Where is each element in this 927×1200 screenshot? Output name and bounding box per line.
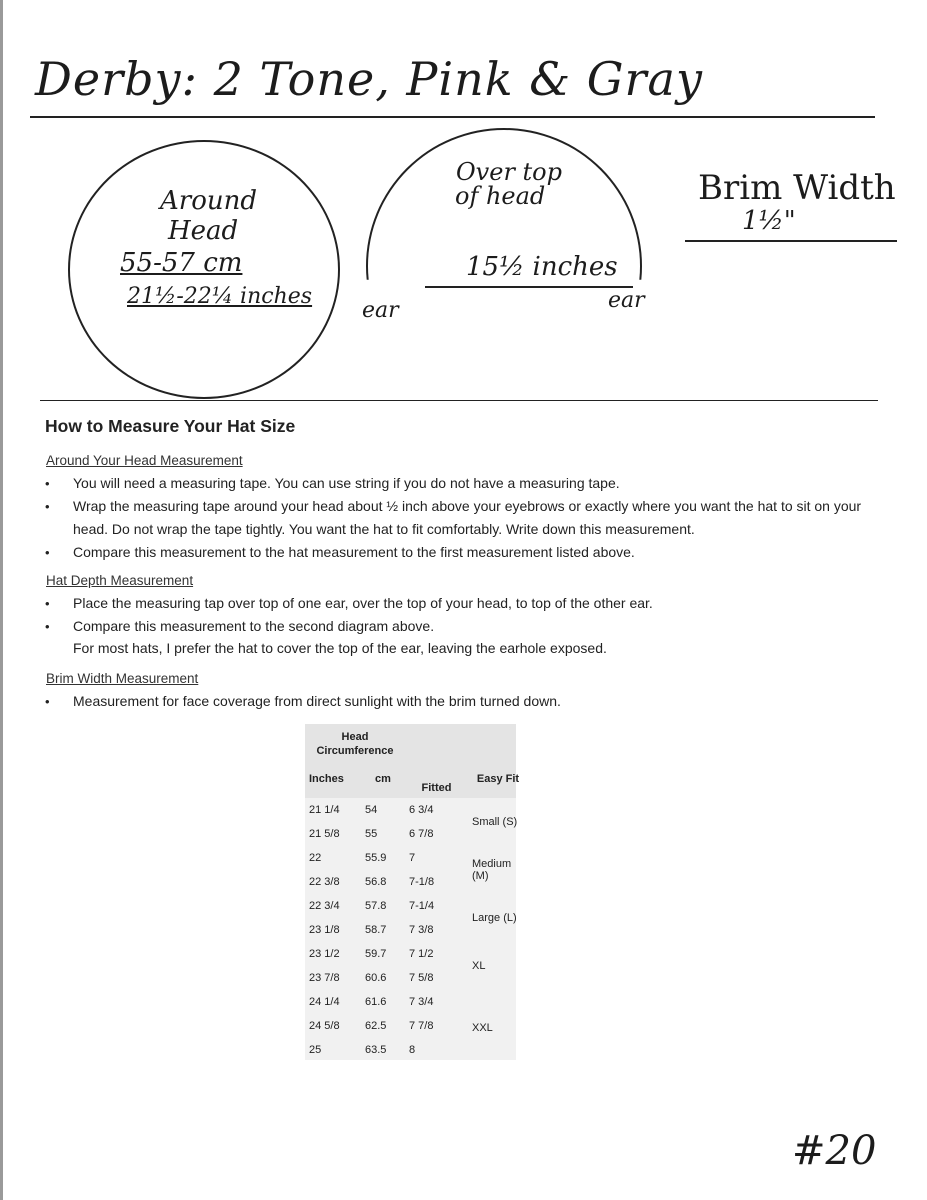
- cell: 7 1/2: [409, 948, 434, 960]
- cell: 22: [309, 852, 322, 864]
- size-table: [305, 724, 528, 1062]
- around-label: Around: [160, 186, 257, 216]
- handwritten-title: Derby: 2 Tone, Pink & Gray: [35, 52, 703, 106]
- page-edge: [0, 0, 3, 1200]
- cell: 62.5: [365, 1020, 387, 1032]
- cell: 7 3/8: [409, 924, 434, 936]
- page-heading: How to Measure Your Hat Size: [45, 416, 296, 436]
- cell: 61.6: [365, 996, 387, 1008]
- head-label: Head: [168, 216, 239, 246]
- header-easy-fit: Easy Fit: [476, 772, 520, 785]
- cell: 54: [365, 804, 378, 816]
- cell: 23 1/8: [309, 924, 340, 936]
- depth-note: For most hats, I prefer the hat to cover the top of the ear, leaving the earhole exposed.: [73, 640, 607, 656]
- cell: 7-1/8: [409, 876, 435, 888]
- cell: 22 3/4: [309, 900, 340, 912]
- section-divider: [40, 400, 878, 401]
- around-head-inches: 21½-22¼ inches: [127, 284, 313, 309]
- cell: 55: [365, 828, 378, 840]
- cell: 7: [409, 852, 416, 864]
- cell: 22 3/8: [309, 876, 340, 888]
- of-head-label: of head: [455, 182, 546, 210]
- title-underline: [30, 116, 875, 118]
- list-item: • Measurement for face coverage from direct sunlight with the brim turned down.: [45, 690, 895, 713]
- brim-width-value: 1½": [742, 206, 796, 236]
- brim-width-label: Brim Width: [698, 168, 896, 208]
- easy-fit-cell: Small (S): [472, 816, 518, 828]
- cell: 21 5/8: [309, 828, 340, 840]
- brim-list: [45, 690, 895, 713]
- ear-right-label: ear: [608, 288, 645, 313]
- header-fitted: Fitted: [421, 782, 452, 794]
- page-number: #20: [792, 1128, 877, 1174]
- around-head-cm: 55-57 cm: [120, 248, 243, 278]
- header-inches: Inches: [309, 773, 344, 785]
- cell: 63.5: [365, 1044, 387, 1056]
- easy-fit-cell: Large (L): [472, 912, 517, 924]
- cell: 58.7: [365, 924, 387, 936]
- around-list: [45, 472, 895, 564]
- cell: 24 5/8: [309, 1020, 340, 1032]
- easy-fit-cell: XL: [472, 960, 486, 972]
- cell: 6 7/8: [409, 828, 434, 840]
- list-item: • Place the measuring tap over top of one ear, over the top of your head, to top of the other ear.: [45, 592, 895, 615]
- cell: 56.8: [365, 876, 387, 888]
- cell: 55.9: [365, 852, 387, 864]
- cell: 7-1/4: [409, 900, 435, 912]
- ear-left-label: ear: [362, 298, 399, 323]
- cell: 21 1/4: [309, 804, 340, 816]
- section-title-depth: Hat Depth Measurement: [46, 573, 194, 588]
- cell: 8: [409, 1044, 416, 1056]
- group-header: Head Circumference: [316, 731, 394, 757]
- cell: 59.7: [365, 948, 387, 960]
- cell: 24 1/4: [309, 996, 340, 1008]
- cell: 23 1/2: [309, 948, 340, 960]
- easy-fit-cell: Medium (M): [472, 858, 512, 882]
- cell: 7 3/4: [409, 996, 434, 1008]
- cell: 25: [309, 1044, 322, 1056]
- list-item: • You will need a measuring tape. You can use string if you do not have a measuring tape.: [45, 472, 895, 495]
- cell: 7 7/8: [409, 1020, 434, 1032]
- over-top-label: Over top: [456, 158, 562, 186]
- header-cm: cm: [375, 773, 391, 785]
- cell: 6 3/4: [409, 804, 434, 816]
- list-item: • Wrap the measuring tape around your head about ½ inch above your eyebrows or exactly where you want the hat to sit on your head. Do not wrap the tape tightly. You want the hat to fit comfortably. Write down this measurement.: [45, 495, 895, 541]
- section-title-around: Around Your Head Measurement: [46, 453, 243, 468]
- easy-fit-cell: XXL: [472, 1022, 493, 1034]
- section-title-brim: Brim Width Measurement: [46, 671, 199, 686]
- over-top-inches: 15½ inches: [466, 252, 618, 282]
- cell: 57.8: [365, 900, 387, 912]
- list-item: • Compare this measurement to the hat measurement to the first measurement listed above.: [45, 541, 895, 564]
- cell: 60.6: [365, 972, 387, 984]
- over-top-underline: [425, 286, 633, 288]
- depth-list: [45, 592, 895, 659]
- list-item: • Compare this measurement to the second diagram above.: [45, 615, 895, 638]
- cell: 7 5/8: [409, 972, 434, 984]
- brim-underline: [685, 240, 897, 242]
- cell: 23 7/8: [309, 972, 340, 984]
